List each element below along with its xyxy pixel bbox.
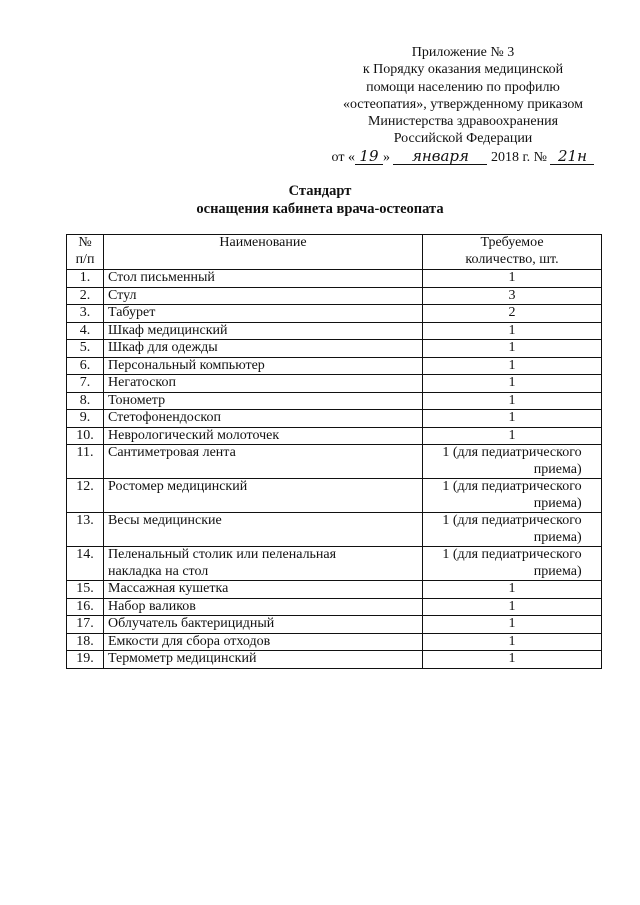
- row-name-line1: Пеленальный столик или пеленальная: [108, 547, 337, 562]
- table-row: [67, 427, 602, 445]
- header-qty-line2: количество, шт.: [465, 251, 559, 267]
- table-row: [67, 633, 602, 651]
- order-prefix: от «: [331, 149, 355, 165]
- appendix-line: Российской Федерации: [393, 131, 533, 147]
- row-num: 12.: [67, 479, 104, 513]
- row-num: 18.: [67, 633, 104, 651]
- document-title: [0, 182, 640, 218]
- row-name: Набор валиков: [104, 598, 423, 616]
- order-mid: »: [382, 149, 390, 165]
- appendix-line: помощи населению по профилю: [366, 79, 560, 95]
- row-qty-line1: 1 (для педиатрического: [442, 513, 582, 528]
- row-qty-line1: 1 (для педиатрического: [442, 479, 582, 494]
- table-row: [67, 392, 602, 410]
- row-qty: [423, 479, 602, 513]
- header-num-line2: п/п: [75, 251, 95, 267]
- row-qty: 1: [423, 340, 602, 358]
- row-num: 17.: [67, 616, 104, 634]
- row-num: 4.: [67, 322, 104, 340]
- row-num: 16.: [67, 598, 104, 616]
- row-qty: [423, 445, 602, 479]
- row-num: 11.: [67, 445, 104, 479]
- row-qty-line1: 1 (для педиатрического: [442, 547, 582, 562]
- row-qty: 1: [423, 322, 602, 340]
- row-qty: 1: [423, 598, 602, 616]
- table-row: [67, 322, 602, 340]
- header-qty: [423, 235, 602, 270]
- table-row: [67, 445, 602, 479]
- title-line-2: оснащения кабинета врача-остеопата: [196, 201, 444, 217]
- row-qty: 1: [423, 633, 602, 651]
- table-row: [67, 616, 602, 634]
- row-qty: 1: [423, 357, 602, 375]
- table-row: [67, 547, 602, 581]
- table-row: [67, 375, 602, 393]
- row-qty: 3: [423, 287, 602, 305]
- row-name: Стетофонендоскоп: [104, 410, 423, 428]
- header-num: [67, 235, 104, 270]
- row-name: Емкости для сбора отходов: [104, 633, 423, 651]
- row-num: 6.: [67, 357, 104, 375]
- row-qty: 2: [423, 305, 602, 323]
- row-name: Шкаф медицинский: [104, 322, 423, 340]
- table-row: [67, 287, 602, 305]
- header-num-line1: №: [78, 235, 92, 250]
- table-row: [67, 357, 602, 375]
- order-day-handwritten: 19: [355, 148, 383, 165]
- header-qty-line1: Требуемое: [480, 235, 544, 250]
- table-row: [67, 305, 602, 323]
- appendix-line: «остеопатия», утвержденному приказом: [342, 96, 584, 112]
- equipment-table: [66, 234, 602, 669]
- row-name: Массажная кушетка: [104, 581, 423, 599]
- row-name: Облучатель бактерицидный: [104, 616, 423, 634]
- table-row: [67, 410, 602, 428]
- row-num: 13.: [67, 513, 104, 547]
- row-num: 8.: [67, 392, 104, 410]
- row-name: Персональный компьютер: [104, 357, 423, 375]
- table-header-row: [67, 235, 602, 270]
- header-name-label: Наименование: [219, 235, 307, 250]
- row-name: Неврологический молоточек: [104, 427, 423, 445]
- table-row: [67, 479, 602, 513]
- row-name: Стол письменный: [104, 270, 423, 288]
- row-qty: 1: [423, 581, 602, 599]
- appendix-line: Министерства здравоохранения: [367, 114, 559, 130]
- appendix-line: Приложение № 3: [411, 45, 515, 60]
- row-name: Тонометр: [104, 392, 423, 410]
- appendix-line: к Порядку оказания медицинской: [362, 62, 564, 78]
- table-row: [67, 598, 602, 616]
- appendix-header: [318, 44, 608, 166]
- row-name: Стул: [104, 287, 423, 305]
- row-num: 14.: [67, 547, 104, 581]
- row-name: Табурет: [104, 305, 423, 323]
- row-name-line2: накладка на стол: [108, 563, 209, 579]
- row-qty: 1: [423, 651, 602, 669]
- row-qty: 1: [423, 392, 602, 410]
- row-qty-line2: приема): [533, 529, 582, 545]
- row-num: 9.: [67, 410, 104, 428]
- row-qty: [423, 513, 602, 547]
- order-date-line: [318, 148, 608, 166]
- order-number-handwritten: 21н: [550, 148, 594, 165]
- table-row: [67, 340, 602, 358]
- row-num: 5.: [67, 340, 104, 358]
- table-row: [67, 513, 602, 547]
- row-qty: [423, 547, 602, 581]
- title-line-1: Стандарт: [288, 183, 352, 199]
- row-qty-line2: приема): [533, 495, 582, 511]
- row-name: Сантиметровая лента: [104, 445, 423, 479]
- row-qty-line2: приема): [533, 563, 582, 579]
- row-qty: 1: [423, 410, 602, 428]
- row-num: 7.: [67, 375, 104, 393]
- row-name: [104, 547, 423, 581]
- order-month-handwritten: января: [393, 148, 487, 165]
- row-name: Негатоскоп: [104, 375, 423, 393]
- row-num: 15.: [67, 581, 104, 599]
- row-qty-line2: приема): [533, 461, 582, 477]
- row-num: 10.: [67, 427, 104, 445]
- row-name: Весы медицинские: [104, 513, 423, 547]
- table-row: [67, 581, 602, 599]
- row-num: 19.: [67, 651, 104, 669]
- table-row: [67, 270, 602, 288]
- row-name: Шкаф для одежды: [104, 340, 423, 358]
- row-num: 1.: [67, 270, 104, 288]
- row-qty: 1: [423, 270, 602, 288]
- row-num: 3.: [67, 305, 104, 323]
- row-name: Термометр медицинский: [104, 651, 423, 669]
- row-qty: 1: [423, 427, 602, 445]
- row-num: 2.: [67, 287, 104, 305]
- table-row: [67, 651, 602, 669]
- row-qty: 1: [423, 375, 602, 393]
- row-name: Ростомер медицинский: [104, 479, 423, 513]
- header-name: [104, 235, 423, 270]
- row-qty: 1: [423, 616, 602, 634]
- row-qty-line1: 1 (для педиатрического: [442, 445, 582, 460]
- order-year: 2018 г. №: [490, 149, 547, 165]
